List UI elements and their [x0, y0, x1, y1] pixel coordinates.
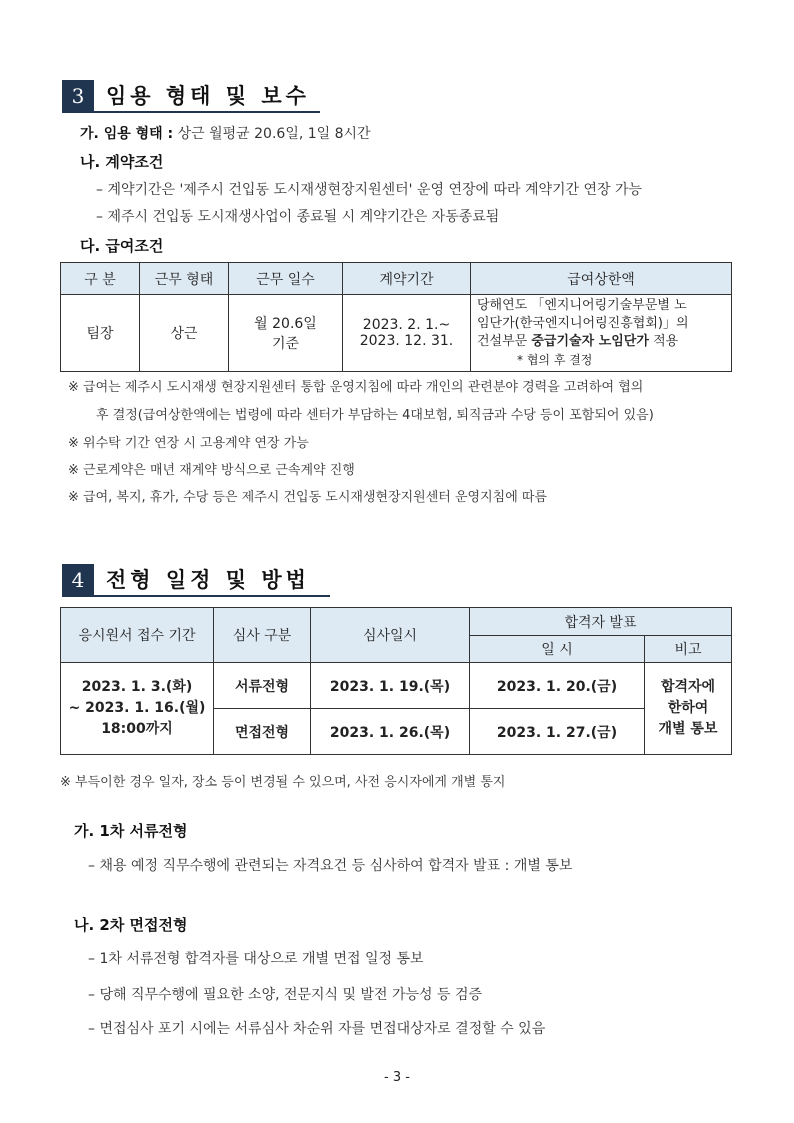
interview-item: – 당해 직무수행에 필요한 소양, 전문지식 및 발전 가능성 등 검증	[88, 987, 483, 1003]
work-days-line: 기준	[271, 336, 300, 352]
salary-note: 후 결정(급여상한액에는 법령에 따라 센터가 부담하는 4대보험, 퇴직금과 수당 등이 포함되어 있음)	[96, 408, 654, 423]
application-line: ~ 2023. 1. 16.(월)	[68, 700, 206, 716]
salary-note: ※ 급여, 복지, 휴가, 수당 등은 제주시 건입동 도시재생현장지원센터 운영지침에 따름	[68, 490, 548, 505]
contract-conditions-heading: 나. 계약조건	[80, 153, 164, 171]
schedule-header-application: 응시원서 접수 기간	[61, 608, 214, 663]
section-4-underline	[62, 595, 330, 597]
section-3-title: 임용 형태 및 보수	[106, 84, 310, 108]
salary-table	[60, 262, 732, 372]
section-4-header	[62, 564, 310, 596]
salary-header-work-days: 근무 일수	[229, 263, 343, 295]
schedule-header-announce: 합격자 발표	[470, 608, 732, 636]
section-3-underline	[62, 111, 320, 113]
cap-part: 건설부문	[477, 334, 532, 349]
employment-type-line	[80, 123, 371, 143]
salary-cap	[471, 295, 732, 372]
cap-line: 당해연도 「엔지니어링기술부문별 노	[477, 298, 687, 313]
schedule-remark	[645, 663, 732, 755]
interview-heading: 나. 2차 면접전형	[74, 916, 188, 934]
work-days-line: 월 20.6일	[254, 316, 317, 332]
schedule-header-date: 심사일시	[311, 608, 470, 663]
application-period	[61, 663, 214, 755]
application-line: 18:00까지	[101, 721, 173, 737]
interview-item: – 1차 서류전형 합격자를 대상으로 개별 면접 일정 통보	[88, 951, 424, 967]
remark-line: 개별 통보	[658, 721, 718, 737]
employment-type-value: 상근 월평균 20.6일, 1일 8시간	[173, 126, 371, 142]
salary-header-division: 구 분	[61, 263, 140, 295]
salary-header-cap: 급여상한액	[471, 263, 732, 295]
salary-work-days	[229, 295, 343, 372]
announce-date: 2023. 1. 20.(금)	[470, 663, 645, 709]
page-number: - 3 -	[384, 1070, 410, 1085]
salary-work-type: 상근	[140, 295, 229, 372]
employment-type-label: 가. 임용 형태 :	[80, 126, 174, 142]
section-3-header	[62, 80, 310, 112]
salary-period	[343, 295, 471, 372]
section-4-title: 전형 일정 및 방법	[106, 568, 310, 592]
application-line: 2023. 1. 3.(화)	[81, 679, 193, 695]
cap-line	[477, 333, 725, 351]
screening-date: 2023. 1. 26.(목)	[311, 709, 470, 755]
interview-item: – 면접심사 포기 시에는 서류심사 차순위 자를 면접대상자로 결정할 수 있음	[88, 1021, 546, 1037]
contract-item: – 계약기간은 '제주시 건입동 도시재생현장지원센터' 운영 연장에 따라 계약기간 연장 가능	[96, 182, 643, 198]
salary-note: ※ 급여는 제주시 도시재생 현장지원센터 통합 운영지침에 따라 개인의 관련분야 경력을 고려하여 협의	[68, 380, 644, 395]
salary-header-work-type: 근무 형태	[140, 263, 229, 295]
schedule-header-row	[61, 608, 732, 636]
screening-type: 서류전형	[214, 663, 311, 709]
announce-date: 2023. 1. 27.(금)	[470, 709, 645, 755]
salary-division: 팀장	[61, 295, 140, 372]
remark-line: 합격자에	[660, 679, 716, 695]
salary-header-period: 계약기간	[343, 263, 471, 295]
remark-line: 한하여	[667, 700, 709, 716]
screening-date: 2023. 1. 19.(목)	[311, 663, 470, 709]
schedule-header-type: 심사 구분	[214, 608, 311, 663]
contract-item: – 제주시 건입동 도시재생사업이 종료될 시 계약기간은 자동종료됨	[96, 209, 500, 225]
cap-note: * 협의 후 결정	[517, 353, 593, 367]
period-line: 2023. 12. 31.	[359, 333, 454, 349]
salary-table-header-row	[61, 263, 732, 295]
section-3-number: 3	[62, 80, 94, 112]
cap-part: 적용	[648, 334, 679, 349]
period-line: 2023. 2. 1.~	[362, 317, 451, 333]
salary-conditions-heading: 다. 급여조건	[80, 237, 164, 255]
schedule-table	[60, 607, 732, 755]
salary-note: ※ 근로계약은 매년 재계약 방식으로 근속계약 진행	[68, 463, 355, 478]
section-4-number: 4	[62, 564, 94, 596]
schedule-header-remark: 비고	[645, 636, 732, 663]
document-screening-heading: 가. 1차 서류전형	[74, 822, 188, 840]
salary-note: ※ 위수탁 기간 연장 시 고용계약 연장 가능	[68, 436, 309, 451]
document-screening-item: – 채용 예정 직무수행에 관련되는 자격요건 등 심사하여 합격자 발표 : 개별 통보	[88, 858, 573, 874]
cap-part-bold: 중급기술자 노임단가	[531, 334, 649, 349]
screening-type: 면접전형	[214, 709, 311, 755]
schedule-note: ※ 부득이한 경우 일자, 장소 등이 변경될 수 있으며, 사전 응시자에게 개별 통지	[60, 775, 506, 790]
schedule-row	[61, 663, 732, 709]
cap-line: 임단가(한국엔지니어링진흥협회)」의	[477, 316, 689, 331]
salary-table-row	[61, 295, 732, 372]
schedule-header-announce-date: 일 시	[470, 636, 645, 663]
